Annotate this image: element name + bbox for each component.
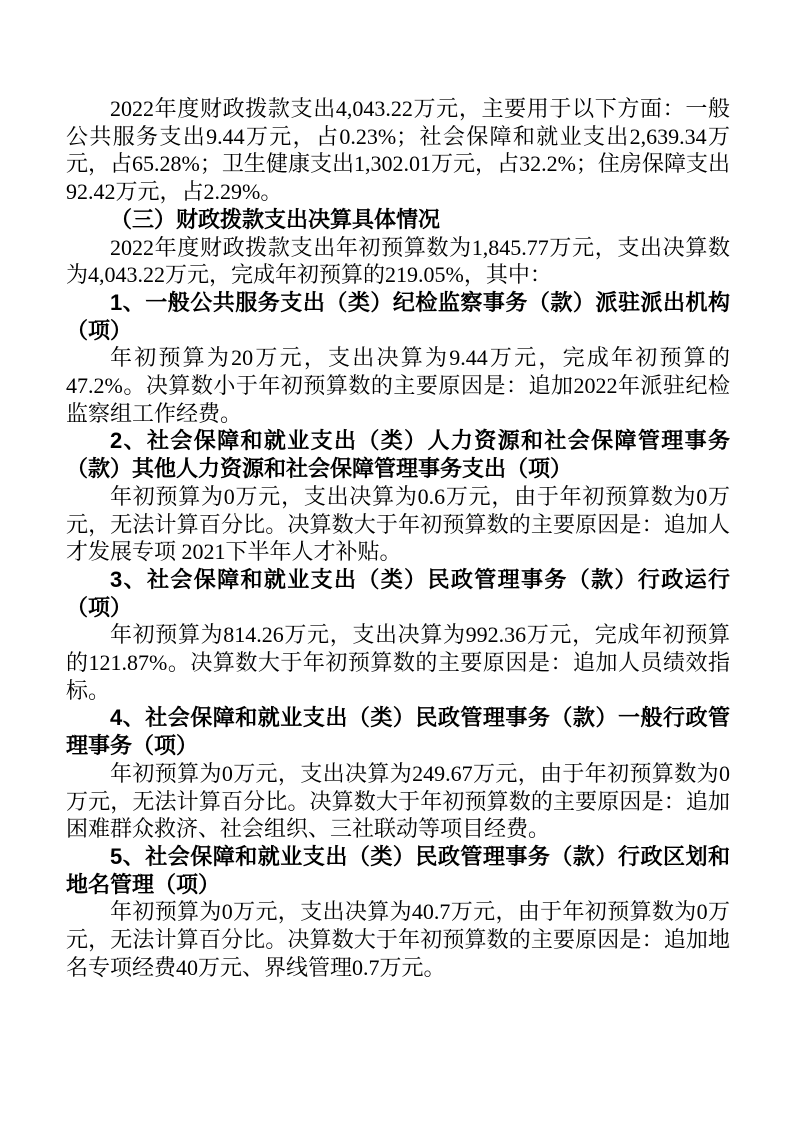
body-paragraph: 2022年度财政拨款支出4,043.22万元，主要用于以下方面：一般公共服务支出9.44万元，占0.23%；社会保障和就业支出2,639.34万元，占65.28%；卫生健康支出1,302.01万元，占32.2%；住房保障支出92.42万元，占2.29%。 (66, 96, 730, 205)
section-heading: 2、社会保障和就业支出（类）人力资源和社会保障管理事务（款）其他人力资源和社会保障管理事务支出（项） (66, 428, 730, 482)
document-body (66, 95, 730, 982)
body-paragraph: 年初预算为0万元，支出决算为0.6万元，由于年初预算数为0万元，无法计算百分比。决算数大于年初预算数的主要原因是：追加人才发展专项 2021下半年人才补贴。 (66, 483, 730, 565)
section-heading: 1、一般公共服务支出（类）纪检监察事务（款）派驻派出机构（项） (66, 289, 730, 343)
body-paragraph: 年初预算为814.26万元，支出决算为992.36万元，完成年初预算的121.87%。决算数大于年初预算数的主要原因是：追加人员绩效指标。 (66, 622, 730, 703)
section-heading: （三）财政拨款支出决算具体情况 (110, 206, 441, 232)
body-paragraph: 年初预算为0万元，支出决算为249.67万元，由于年初预算数为0万元，无法计算百分比。决算数大于年初预算数的主要原因是：追加困难群众救济、社会组织、三社联动等项目经费。 (66, 760, 730, 842)
section-heading: 4、社会保障和就业支出（类）民政管理事务（款）一般行政管理事务（项） (66, 705, 730, 759)
section-heading: 3、社会保障和就业支出（类）民政管理事务（款）行政运行（项） (66, 566, 730, 620)
body-paragraph: 年初预算为0万元，支出决算为40.7万元，由于年初预算数为0万元，无法计算百分比。决算数大于年初预算数的主要原因是：追加地名专项经费40万元、界线管理0.7万元。 (66, 899, 730, 980)
body-paragraph: 2022年度财政拨款支出年初预算数为1,845.77万元，支出决算数为4,043.22万元，完成年初预算的219.05%，其中： (66, 234, 730, 288)
body-paragraph: 年初预算为20万元，支出决算为9.44万元，完成年初预算的47.2%。决算数小于年初预算数的主要原因是：追加2022年派驻纪检监察组工作经费。 (66, 345, 730, 426)
section-heading: 5、社会保障和就业支出（类）民政管理事务（款）行政区划和地名管理（项） (66, 843, 730, 897)
